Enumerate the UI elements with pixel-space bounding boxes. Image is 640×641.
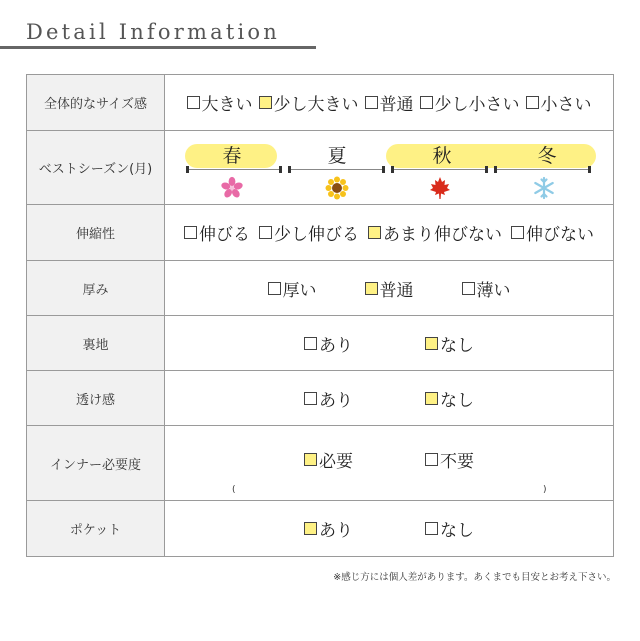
checkbox-checked [365, 282, 378, 295]
pocket-option-no: なし [425, 516, 474, 541]
timeline-segment [187, 169, 280, 170]
lining-option-yes: あり [304, 331, 353, 356]
size-option-large: 大きい [187, 90, 253, 115]
inner-options [165, 426, 614, 501]
checkbox-checked [368, 226, 381, 239]
timeline-tick [494, 166, 497, 173]
season-row [27, 131, 614, 205]
inner-option-needed: 必要 [304, 447, 353, 472]
sheerness-row [27, 371, 614, 426]
lining-row [27, 316, 614, 371]
checkbox-checked [259, 96, 272, 109]
timeline-tick [382, 166, 385, 173]
size-option-small: 小さい [526, 90, 592, 115]
snowflake-icon [532, 176, 556, 200]
thickness-option-thin: 薄い [462, 276, 511, 301]
stretch-option-slightly: 少し伸びる [259, 220, 359, 245]
timeline-segment [392, 169, 485, 170]
size-label: 全体的なサイズ感 [27, 75, 165, 131]
stretch-row [27, 205, 614, 261]
lining-option-no: なし [425, 331, 474, 356]
timeline-tick [279, 166, 282, 173]
season-chart [165, 131, 614, 205]
stretch-option-stretches: 伸びる [184, 220, 250, 245]
thickness-options [165, 261, 614, 316]
timeline-tick [186, 166, 189, 173]
checkbox [259, 226, 272, 239]
timeline-tick [391, 166, 394, 173]
thickness-label: 厚み [27, 261, 165, 316]
checkbox [304, 392, 317, 405]
timeline-tick [485, 166, 488, 173]
sheerness-label: 透け感 [27, 371, 165, 426]
inner-row [27, 426, 614, 501]
pocket-options [165, 501, 614, 557]
season-summer: 夏 [327, 144, 347, 167]
sheerness-options [165, 371, 614, 426]
checkbox [425, 522, 438, 535]
checkbox [511, 226, 524, 239]
inner-note-paren-open: ( [232, 484, 236, 495]
cherry-blossom-icon [220, 176, 244, 200]
inner-note-paren-close: ) [543, 484, 547, 495]
size-option-slightly-large: 少し大きい [259, 90, 359, 115]
checkbox-checked [425, 392, 438, 405]
season-autumn: 秋 [432, 144, 452, 167]
checkbox-checked [304, 522, 317, 535]
section-title: Detail Information [26, 20, 280, 44]
size-options [165, 75, 614, 131]
checkbox-checked [304, 453, 317, 466]
size-option-normal: 普通 [365, 90, 414, 115]
thickness-row [27, 261, 614, 316]
checkbox [425, 453, 438, 466]
checkbox [304, 337, 317, 350]
size-option-slightly-small: 少し小さい [420, 90, 520, 115]
detail-table [26, 74, 614, 557]
checkbox [184, 226, 197, 239]
checkbox [420, 96, 433, 109]
checkbox [268, 282, 281, 295]
pocket-label: ポケット [27, 501, 165, 557]
checkbox [187, 96, 200, 109]
stretch-options [165, 205, 614, 261]
sunflower-icon [325, 176, 349, 200]
pocket-row [27, 501, 614, 557]
stretch-option-not-much: あまり伸びない [368, 220, 502, 245]
timeline-tick [588, 166, 591, 173]
lining-label: 裏地 [27, 316, 165, 371]
thickness-option-thick: 厚い [268, 276, 317, 301]
stretch-option-none: 伸びない [511, 220, 594, 245]
title-underline [0, 46, 316, 49]
disclaimer-note: ※感じ方には個人差があります。あくまでも目安とお考え下さい。 [333, 572, 616, 583]
inner-label: インナー必要度 [27, 426, 165, 501]
inner-option-not-needed: 不要 [425, 447, 474, 472]
season-winter: 冬 [537, 144, 557, 167]
timeline-tick [288, 166, 291, 173]
stretch-label: 伸縮性 [27, 205, 165, 261]
season-spring: 春 [222, 144, 242, 167]
season-label: ベストシーズン(月) [27, 131, 165, 205]
checkbox [462, 282, 475, 295]
timeline-segment [495, 169, 588, 170]
checkbox [526, 96, 539, 109]
maple-leaf-icon [428, 176, 452, 200]
pocket-option-yes: あり [304, 516, 353, 541]
sheerness-option-yes: あり [304, 386, 353, 411]
sheerness-option-no: なし [425, 386, 474, 411]
timeline-segment [289, 169, 382, 170]
checkbox [365, 96, 378, 109]
lining-options [165, 316, 614, 371]
size-row [27, 75, 614, 131]
thickness-option-normal: 普通 [365, 276, 414, 301]
checkbox-checked [425, 337, 438, 350]
